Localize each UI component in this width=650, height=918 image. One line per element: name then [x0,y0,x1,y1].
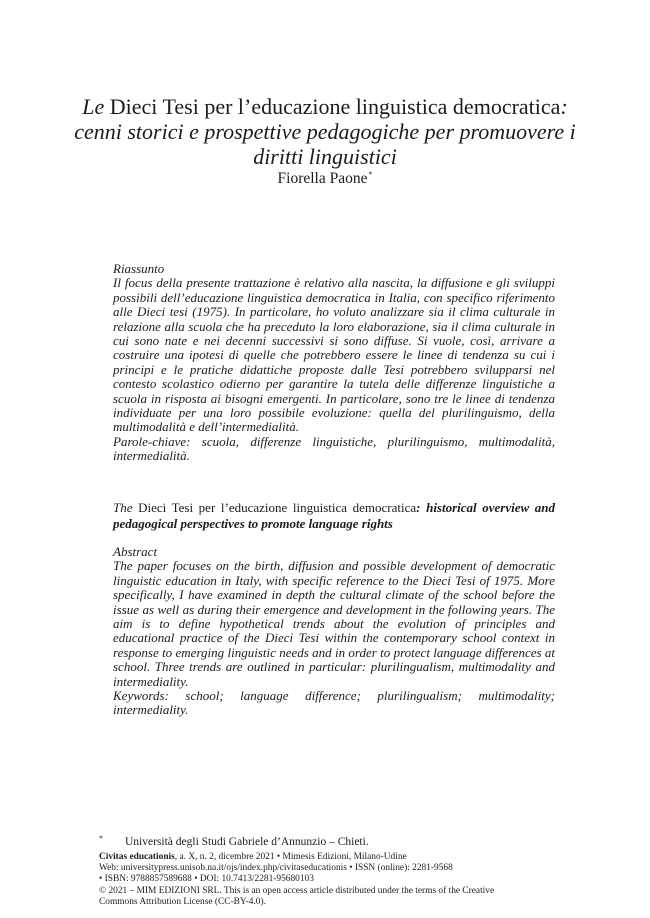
abstract-section [113,545,555,718]
english-title-roman: Dieci Tesi per l’educazione linguistica democratica [132,500,417,515]
title-part-roman: Dieci Tesi per l’educazione linguistica democratica [104,94,561,119]
riassunto-heading: Riassunto [113,261,165,276]
riassunto-keywords [113,435,555,464]
footnote [99,834,369,848]
pubinfo-line-2: Web: universitypress.unisob.na.it/ojs/index.php/civitaseducationis • ISSN (online): 2281-9568 [99,863,453,874]
abstract-keywords-values: school; language difference; plurilingualism; multimodality; intermediality. [113,688,555,718]
title-part-subtitle: : cenni storici e prospettive pedagogiche per promuovere i diritti linguistici [74,94,576,169]
abstract-keywords [113,689,555,718]
riassunto-section [113,262,555,464]
abstract-body: The paper focuses on the birth, diffusion and possible development of democratic linguistic education in Italy, with specific reference to the Dieci Tesi of 1975. More specifically, I have examined in depth the cultural climate of the school before the issue as well as during their emergence and development in the following years. The aim is to define hypothetical trends about the evolution of principles and educational practice of the Dieci Tesi within the contemporary school context in response to emerging linguistic needs and in order to protect language differences at school. Three trends are outlined in particular: plurilingualism, multimodality and intermediality. [113,558,555,689]
riassunto-keywords-label: Parole-chiave: [113,433,191,449]
article-title [60,94,590,169]
english-title [113,500,555,532]
footnote-text: Università degli Studi Gabriele d’Annunzio – Chieti. [125,836,369,848]
abstract-keywords-label: Keywords: [113,688,169,704]
title-part-italic: Le [82,94,105,119]
english-title-subtitle: : historical overview and pedagogical perspectives to promote language rights [113,500,555,531]
pubinfo-line-1-rest: , a. X, n. 2, dicembre 2021 • Mimesis Edizioni, Milano-Udine [174,852,407,862]
pubinfo-line-4: © 2021 – MIM EDIZIONI SRL. This is an open access article distributed under the terms of the Creative [99,885,495,896]
pubinfo-line-1 [99,852,569,863]
pubinfo-line-3: • ISBN: 9788857589688 • DOI: 10.7413/2281-95680103 [99,874,314,885]
riassunto-body: Il focus della presente trattazione è relativo alla nascita, la diffusione e gli sviluppi possibili dell’educazione linguistica democratica in Italia, con specifico riferimento alle Dieci tesi (1975). In particolare, ho voluto analizzare sia il clima culturale in relazione alla scuola che ha preceduto la loro elaborazione, sia il clima culturale in cui sono nate e nei decenni successivi si sono diffuse. Si vuole, così, arrivare a costruire una ipotesi di quelle che potrebbero essere le linee di tendenza su cui i principi e le pratiche didattiche proposte dalle Tesi potrebbero svilupparsi nel contesto scolastico odierno per garantire la tutela delle differenze linguistiche a scuola in risposta ai bisogni emergenti. In particolare, sono tre le linee di tendenza individuate per una loro possibile evoluzione: quella del plurilinguismo, della multimodalità e dell’intermedialità. [113,275,555,435]
pubinfo-line-5: Commons Attribution License (CC-BY-4.0). [99,896,266,907]
publication-info [99,852,569,908]
author-text: Fiorella Paone [277,170,368,187]
abstract-heading: Abstract [113,544,158,559]
author-footnote-marker: * [368,170,373,179]
author-name [60,170,590,188]
journal-name: Civitas educationis [99,852,175,862]
riassunto-keywords-values: scuola, differenze linguistiche, plurilinguismo, multimodalità, intermedialità. [113,433,555,464]
footnote-marker: * [99,834,103,843]
english-title-italic: The [113,500,133,515]
